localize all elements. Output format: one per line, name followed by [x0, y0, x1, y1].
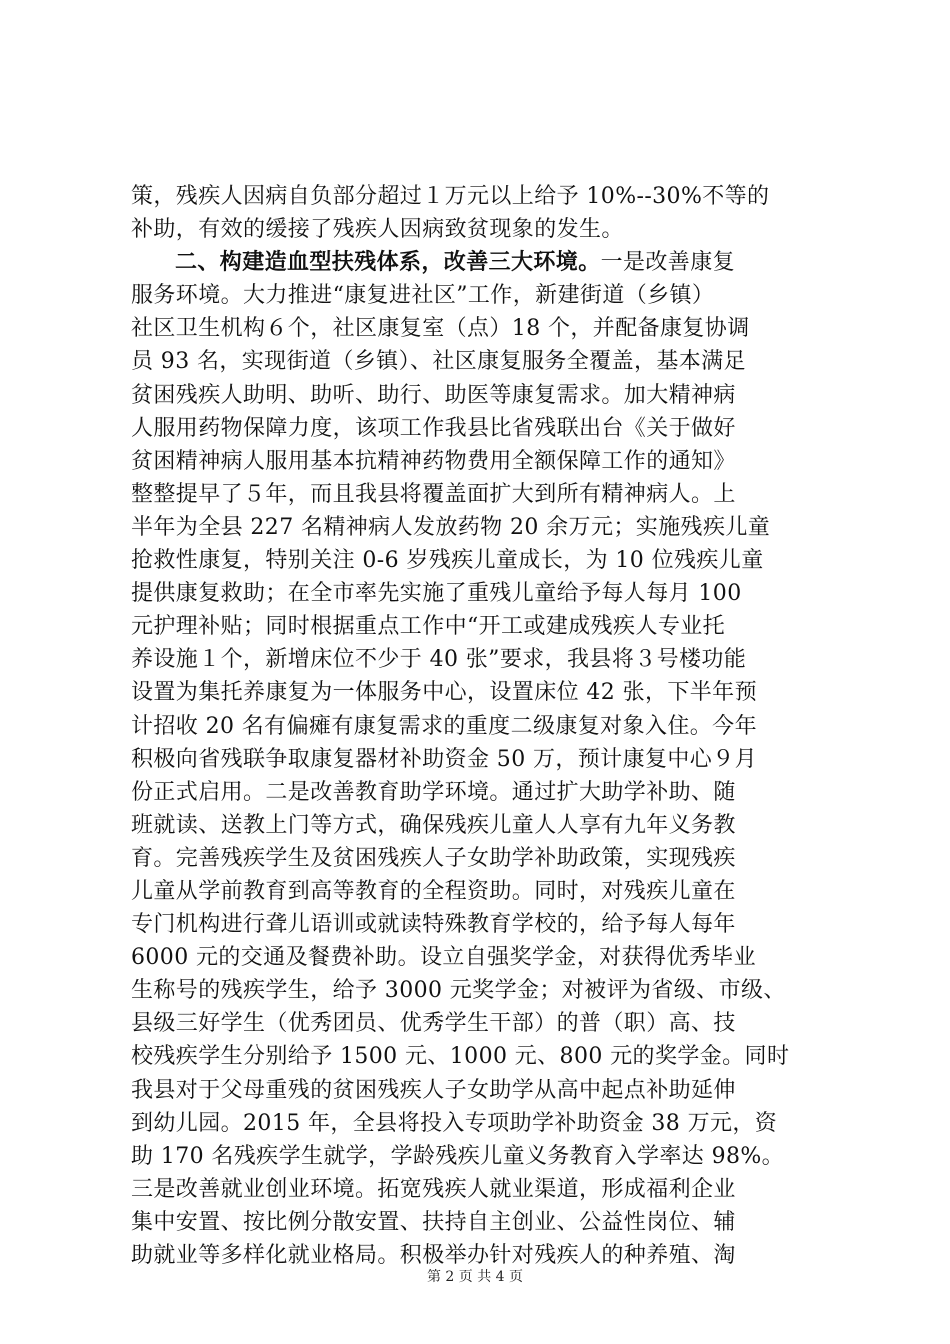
section-heading-line: [131, 246, 831, 279]
text-line: 儿童从学前教育到高等教育的全程资助。同时，对残疾儿童在: [131, 878, 736, 904]
text-line: 贫困精神病人服用基本抗精神药物费用全额保障工作的通知》: [131, 448, 736, 474]
text-line: 半年为全县 227 名精神病人发放药物 20 余万元；实施残疾儿童: [131, 514, 771, 540]
text-line: 策，残疾人因病自负部分超过１万元以上给予 10%--30%不等的: [131, 184, 770, 209]
text-line: 抢救性康复，特别关注 0-6 岁残疾儿童成长，为 10 位残疾儿童: [131, 548, 764, 574]
text-line: 6000 元的交通及餐费补助。设立自强奖学金，对获得优秀毕业: [131, 945, 756, 971]
document-body: [131, 180, 831, 1272]
text-line: 到幼儿园。2015 年，全县将投入专项助学补助资金 38 万元，资: [131, 1110, 778, 1136]
text-line: 集中安置、按比例分散安置、扶持自主创业、公益性岗位、辅: [131, 1209, 736, 1235]
text-line: 整整提早了５年，而且我县将覆盖面扩大到所有精神病人。上: [131, 481, 736, 507]
text-line: 助 170 名残疾学生就学，学龄残疾儿童义务教育入学率达 98%。: [131, 1143, 785, 1169]
text-line: 生称号的残疾学生，给予 3000 元奖学金；对被评为省级、市级、: [131, 978, 786, 1004]
text-line: 养设施１个，新增床位不少于 40 张”要求，我县将３号楼功能: [131, 647, 747, 673]
text-line: 积极向省残联争取康复器材补助资金 50 万，预计康复中心９月: [131, 746, 757, 772]
section-heading-continuation: 一是改善康复: [600, 250, 736, 276]
text-line: 补助，有效的缓接了残疾人因病致贫现象的发生。: [131, 217, 624, 243]
text-line: 我县对于父母重残的贫困残疾人子女助学从高中起点补助延伸: [131, 1077, 736, 1103]
text-line: 员 93 名，实现街道（乡镇）、社区康复服务全覆盖，基本满足: [131, 349, 746, 375]
text-line: 份正式启用。二是改善教育助学环境。通过扩大助学补助、随: [131, 779, 736, 805]
text-line: 班就读、送教上门等方式，确保残疾儿童人人享有九年义务教: [131, 812, 736, 838]
text-line: 人服用药物保障力度，该项工作我县比省残联出台《关于做好: [131, 415, 736, 441]
text-line: 社区卫生机构６个，社区康复室（点）18 个，并配备康复协调: [131, 316, 750, 342]
text-line: 服务环境。大力推进“康复进社区”工作，新建街道（乡镇）: [131, 283, 715, 309]
text-line: 贫困残疾人助明、助听、助行、助医等康复需求。加大精神病: [131, 382, 736, 408]
text-line: 计招收 20 名有偏瘫有康复需求的重度二级康复对象入住。今年: [131, 713, 757, 739]
text-line: 助就业等多样化就业格局。积极举办针对残疾人的种养殖、淘: [131, 1243, 736, 1268]
text-line: 提供康复救助；在全市率先实施了重残儿童给予每人每月 100: [131, 581, 742, 607]
text-line: 县级三好学生（优秀团员、优秀学生干部）的普（职）高、技: [131, 1011, 736, 1037]
text-line: 设置为集托养康复为一体服务中心，设置床位 42 张，下半年预: [131, 680, 757, 706]
text-line: 校残疾学生分别给予 1500 元、1000 元、800 元的奖学金。同时: [131, 1044, 790, 1070]
text-line: 三是改善就业创业环境。拓宽残疾人就业渠道，形成福利企业: [131, 1176, 736, 1202]
text-line: 育。完善残疾学生及贫困残疾人子女助学补助政策，实现残疾: [131, 845, 736, 871]
section-heading: 二、构建造血型扶残体系，改善三大环境。: [175, 249, 601, 276]
text-line: 元护理补贴；同时根据重点工作中“开工或建成残疾人专业托: [131, 614, 726, 640]
text-line: 专门机构进行聋儿语训或就读特殊教育学校的，给予每人每年: [131, 912, 736, 938]
page-number-footer: 第 2 页 共 4 页: [426, 1269, 524, 1285]
